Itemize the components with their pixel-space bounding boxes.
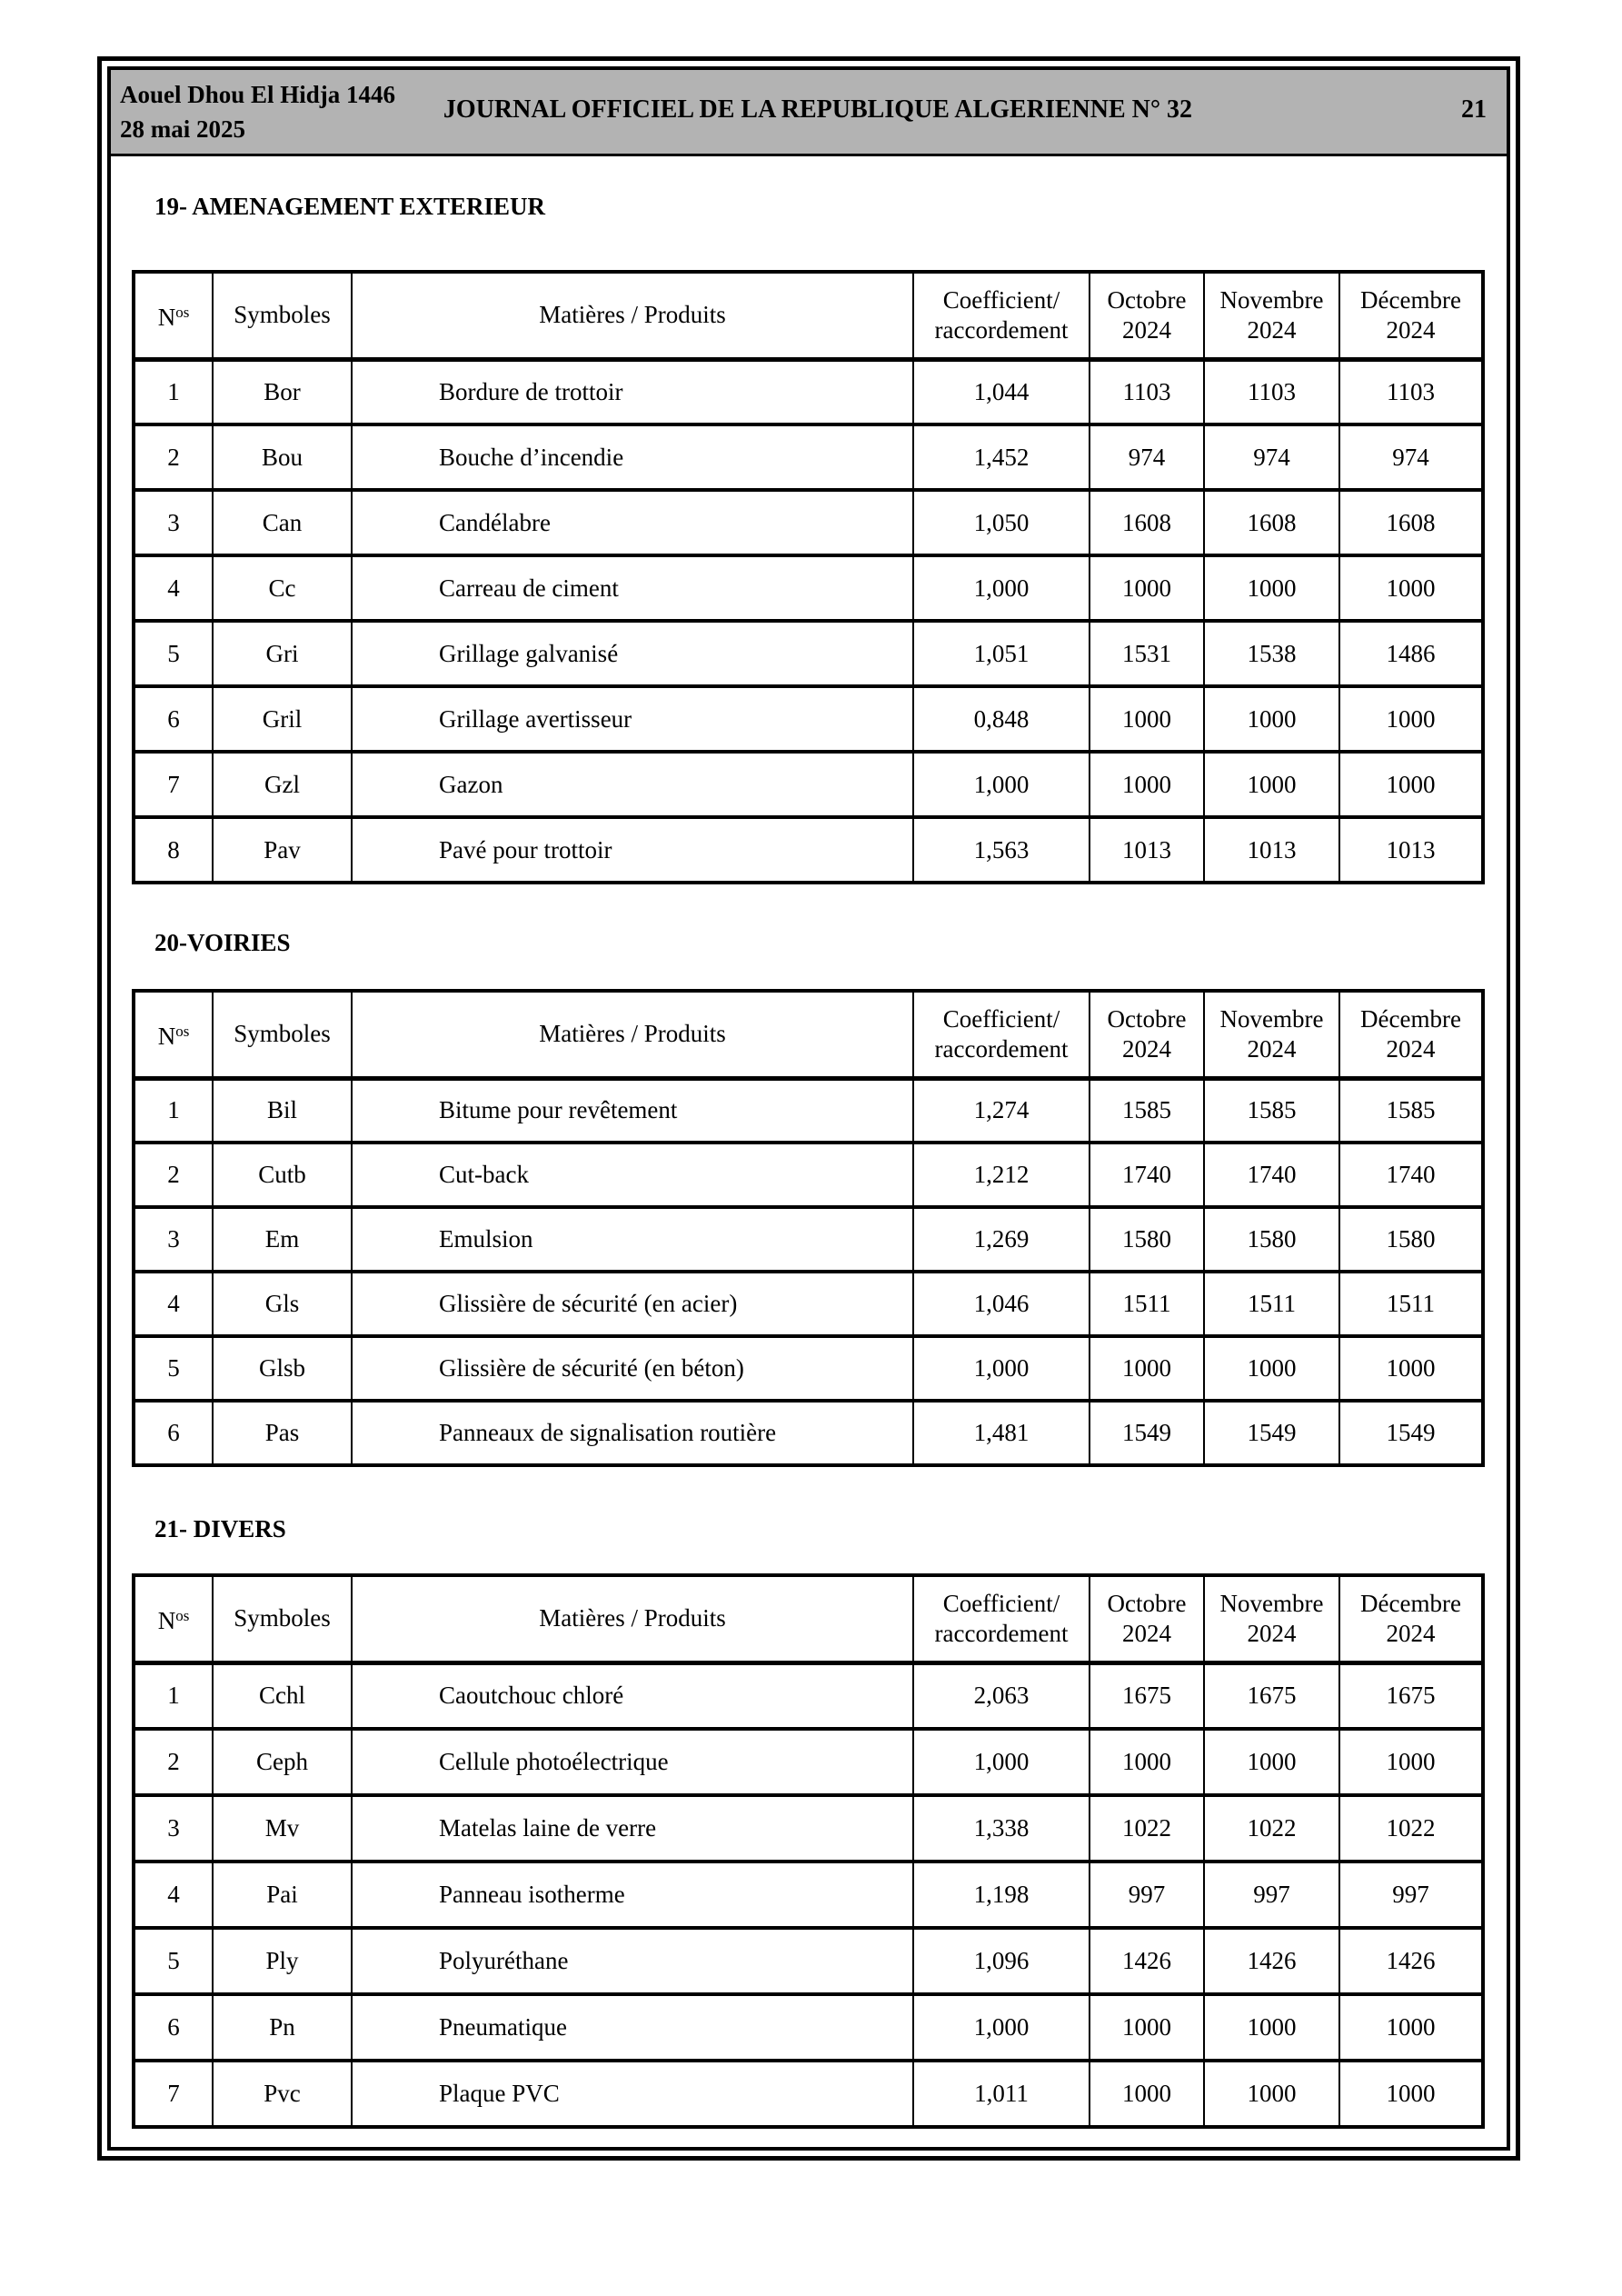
cell-number: 5 bbox=[134, 621, 213, 686]
cell-october-2024: 1000 bbox=[1090, 686, 1204, 752]
table-header-row bbox=[134, 272, 1483, 359]
cell-november-2024: 1580 bbox=[1204, 1207, 1339, 1272]
cell-number: 6 bbox=[134, 1994, 213, 2061]
cell-number: 4 bbox=[134, 1862, 213, 1928]
cell-product: Gazon bbox=[352, 752, 913, 817]
col-header-symbol bbox=[213, 272, 352, 359]
cell-december-2024: 1000 bbox=[1339, 1729, 1483, 1795]
cell-number: 5 bbox=[134, 1336, 213, 1401]
table-voiries bbox=[132, 989, 1485, 1467]
cell-december-2024: 1000 bbox=[1339, 2061, 1483, 2127]
cell-symbol: Pn bbox=[213, 1994, 352, 2061]
hijri-date: Aouel Dhou El Hidja 1446 bbox=[120, 81, 396, 108]
col-header-december bbox=[1339, 991, 1483, 1078]
col-header-coefficient bbox=[913, 991, 1090, 1078]
cell-symbol: Cutb bbox=[213, 1143, 352, 1207]
cell-number: 6 bbox=[134, 1401, 213, 1465]
cell-number: 2 bbox=[134, 1143, 213, 1207]
cell-number: 5 bbox=[134, 1928, 213, 1994]
cell-symbol: Em bbox=[213, 1207, 352, 1272]
table-row bbox=[134, 490, 1483, 555]
cell-product: Matelas laine de verre bbox=[352, 1795, 913, 1862]
cell-product: Pneumatique bbox=[352, 1994, 913, 2061]
col-header-november bbox=[1204, 272, 1339, 359]
cell-coefficient: 1,198 bbox=[913, 1862, 1090, 1928]
col-header-october bbox=[1090, 1575, 1204, 1662]
cell-november-2024: 1538 bbox=[1204, 621, 1339, 686]
cell-symbol: Gril bbox=[213, 686, 352, 752]
cell-october-2024: 1000 bbox=[1090, 2061, 1204, 2127]
cell-product: Grillage galvanisé bbox=[352, 621, 913, 686]
cell-symbol: Cchl bbox=[213, 1662, 352, 1729]
cell-november-2024: 1740 bbox=[1204, 1143, 1339, 1207]
cell-coefficient: 1,274 bbox=[913, 1078, 1090, 1143]
cell-november-2024: 1000 bbox=[1204, 555, 1339, 621]
col-header-oct-month: Octobre bbox=[1107, 1589, 1187, 1617]
col-header-product bbox=[352, 991, 913, 1078]
col-header-november bbox=[1204, 991, 1339, 1078]
cell-december-2024: 1426 bbox=[1339, 1928, 1483, 1994]
cell-product: Glissière de sécurité (en acier) bbox=[352, 1272, 913, 1336]
table-header-row bbox=[134, 1575, 1483, 1662]
cell-product: Grillage avertisseur bbox=[352, 686, 913, 752]
cell-coefficient: 1,096 bbox=[913, 1928, 1090, 1994]
cell-product: Bordure de trottoir bbox=[352, 359, 913, 424]
cell-october-2024: 974 bbox=[1090, 424, 1204, 490]
cell-product: Cut-back bbox=[352, 1143, 913, 1207]
col-header-number bbox=[134, 991, 213, 1078]
col-header-dec-month: Décembre bbox=[1360, 285, 1461, 314]
table-row bbox=[134, 817, 1483, 883]
cell-product: Polyuréthane bbox=[352, 1928, 913, 1994]
cell-december-2024: 1511 bbox=[1339, 1272, 1483, 1336]
col-header-november bbox=[1204, 1575, 1339, 1662]
cell-product: Bouche d’incendie bbox=[352, 424, 913, 490]
col-header-symbol-label: Symboles bbox=[234, 1604, 331, 1632]
cell-december-2024: 997 bbox=[1339, 1862, 1483, 1928]
cell-coefficient: 1,481 bbox=[913, 1401, 1090, 1465]
cell-december-2024: 1103 bbox=[1339, 359, 1483, 424]
cell-october-2024: 1675 bbox=[1090, 1662, 1204, 1729]
col-header-symbol-label: Symboles bbox=[234, 301, 331, 329]
col-header-dec-month: Décembre bbox=[1360, 1004, 1461, 1033]
cell-product: Glissière de sécurité (en béton) bbox=[352, 1336, 913, 1401]
cell-number: 1 bbox=[134, 359, 213, 424]
col-header-number-label: N bbox=[157, 304, 176, 332]
col-header-symbol bbox=[213, 1575, 352, 1662]
cell-december-2024: 1000 bbox=[1339, 1336, 1483, 1401]
cell-coefficient: 1,212 bbox=[913, 1143, 1090, 1207]
table-row bbox=[134, 1729, 1483, 1795]
cell-product: Panneaux de signalisation routière bbox=[352, 1401, 913, 1465]
cell-number: 4 bbox=[134, 555, 213, 621]
table-row bbox=[134, 1662, 1483, 1729]
cell-number: 1 bbox=[134, 1078, 213, 1143]
cell-coefficient: 1,000 bbox=[913, 1994, 1090, 2061]
cell-december-2024: 1585 bbox=[1339, 1078, 1483, 1143]
cell-symbol: Gzl bbox=[213, 752, 352, 817]
cell-symbol: Cc bbox=[213, 555, 352, 621]
cell-october-2024: 1013 bbox=[1090, 817, 1204, 883]
table-row bbox=[134, 1928, 1483, 1994]
cell-october-2024: 1000 bbox=[1090, 1994, 1204, 2061]
cell-symbol: Pas bbox=[213, 1401, 352, 1465]
col-header-coefficient bbox=[913, 1575, 1090, 1662]
cell-december-2024: 1549 bbox=[1339, 1401, 1483, 1465]
cell-coefficient: 1,044 bbox=[913, 359, 1090, 424]
cell-december-2024: 1608 bbox=[1339, 490, 1483, 555]
col-header-product bbox=[352, 272, 913, 359]
cell-october-2024: 1022 bbox=[1090, 1795, 1204, 1862]
cell-december-2024: 1000 bbox=[1339, 752, 1483, 817]
table-row bbox=[134, 1994, 1483, 2061]
cell-number: 4 bbox=[134, 1272, 213, 1336]
col-header-number-sup: os bbox=[175, 1607, 190, 1625]
col-header-october bbox=[1090, 991, 1204, 1078]
cell-october-2024: 1103 bbox=[1090, 359, 1204, 424]
col-header-dec-year: 2024 bbox=[1386, 1619, 1436, 1647]
cell-coefficient: 1,011 bbox=[913, 2061, 1090, 2127]
cell-coefficient: 1,000 bbox=[913, 752, 1090, 817]
cell-number: 2 bbox=[134, 424, 213, 490]
cell-december-2024: 1022 bbox=[1339, 1795, 1483, 1862]
table-row bbox=[134, 1862, 1483, 1928]
col-header-nov-year: 2024 bbox=[1247, 315, 1297, 344]
cell-symbol: Glsb bbox=[213, 1336, 352, 1401]
cell-product: Bitume pour revêtement bbox=[352, 1078, 913, 1143]
cell-symbol: Gri bbox=[213, 621, 352, 686]
col-header-coef-line1: Coefficient/ bbox=[942, 1589, 1060, 1617]
cell-coefficient: 1,000 bbox=[913, 1729, 1090, 1795]
col-header-product bbox=[352, 1575, 913, 1662]
cell-november-2024: 1511 bbox=[1204, 1272, 1339, 1336]
cell-november-2024: 1000 bbox=[1204, 1336, 1339, 1401]
cell-coefficient: 1,563 bbox=[913, 817, 1090, 883]
col-header-nov-month: Novembre bbox=[1219, 1589, 1324, 1617]
cell-october-2024: 1608 bbox=[1090, 490, 1204, 555]
cell-december-2024: 1000 bbox=[1339, 686, 1483, 752]
cell-symbol: Ply bbox=[213, 1928, 352, 1994]
col-header-dec-year: 2024 bbox=[1386, 315, 1436, 344]
cell-december-2024: 1486 bbox=[1339, 621, 1483, 686]
cell-number: 7 bbox=[134, 752, 213, 817]
page-number: 21 bbox=[1461, 95, 1487, 124]
table-row bbox=[134, 752, 1483, 817]
cell-november-2024: 1000 bbox=[1204, 686, 1339, 752]
cell-november-2024: 1013 bbox=[1204, 817, 1339, 883]
col-header-coef-line2: raccordement bbox=[934, 1619, 1069, 1647]
cell-october-2024: 1000 bbox=[1090, 1336, 1204, 1401]
cell-november-2024: 1608 bbox=[1204, 490, 1339, 555]
cell-symbol: Bor bbox=[213, 359, 352, 424]
col-header-symbol bbox=[213, 991, 352, 1078]
cell-october-2024: 1000 bbox=[1090, 1729, 1204, 1795]
cell-symbol: Pvc bbox=[213, 2061, 352, 2127]
cell-symbol: Mv bbox=[213, 1795, 352, 1862]
cell-october-2024: 1580 bbox=[1090, 1207, 1204, 1272]
col-header-nov-year: 2024 bbox=[1247, 1619, 1297, 1647]
gregorian-date: 28 mai 2025 bbox=[120, 115, 245, 143]
cell-november-2024: 1000 bbox=[1204, 1994, 1339, 2061]
table-row bbox=[134, 1795, 1483, 1862]
section-title-divers: 21- DIVERS bbox=[154, 1515, 286, 1542]
cell-symbol: Ceph bbox=[213, 1729, 352, 1795]
col-header-number-label: N bbox=[157, 1607, 176, 1635]
cell-october-2024: 1740 bbox=[1090, 1143, 1204, 1207]
table-row bbox=[134, 1207, 1483, 1272]
journal-header bbox=[111, 70, 1507, 156]
cell-october-2024: 1549 bbox=[1090, 1401, 1204, 1465]
cell-product: Pavé pour trottoir bbox=[352, 817, 913, 883]
cell-product: Panneau isotherme bbox=[352, 1862, 913, 1928]
cell-product: Plaque PVC bbox=[352, 2061, 913, 2127]
cell-symbol: Pai bbox=[213, 1862, 352, 1928]
col-header-december bbox=[1339, 1575, 1483, 1662]
cell-number: 7 bbox=[134, 2061, 213, 2127]
col-header-symbol-label: Symboles bbox=[234, 1020, 331, 1048]
cell-product: Candélabre bbox=[352, 490, 913, 555]
cell-october-2024: 1585 bbox=[1090, 1078, 1204, 1143]
table-row bbox=[134, 1078, 1483, 1143]
table-amenagement-exterieur bbox=[132, 270, 1485, 884]
cell-december-2024: 1000 bbox=[1339, 1994, 1483, 2061]
cell-december-2024: 1580 bbox=[1339, 1207, 1483, 1272]
table-header-row bbox=[134, 991, 1483, 1078]
col-header-coef-line1: Coefficient/ bbox=[942, 285, 1060, 314]
cell-product: Caoutchouc chloré bbox=[352, 1662, 913, 1729]
col-header-nov-month: Novembre bbox=[1219, 285, 1324, 314]
cell-number: 1 bbox=[134, 1662, 213, 1729]
journal-title: JOURNAL OFFICIEL DE LA REPUBLIQUE ALGERIENNE N° 32 bbox=[443, 95, 1193, 124]
cell-december-2024: 1013 bbox=[1339, 817, 1483, 883]
cell-symbol: Gls bbox=[213, 1272, 352, 1336]
cell-coefficient: 2,063 bbox=[913, 1662, 1090, 1729]
col-header-oct-year: 2024 bbox=[1122, 1619, 1171, 1647]
col-header-coef-line2: raccordement bbox=[934, 1034, 1069, 1063]
cell-october-2024: 1000 bbox=[1090, 752, 1204, 817]
cell-symbol: Pav bbox=[213, 817, 352, 883]
cell-coefficient: 1,338 bbox=[913, 1795, 1090, 1862]
cell-november-2024: 1000 bbox=[1204, 752, 1339, 817]
col-header-coef-line1: Coefficient/ bbox=[942, 1004, 1060, 1033]
cell-november-2024: 1585 bbox=[1204, 1078, 1339, 1143]
col-header-oct-year: 2024 bbox=[1122, 1034, 1171, 1063]
cell-october-2024: 1531 bbox=[1090, 621, 1204, 686]
cell-number: 3 bbox=[134, 1795, 213, 1862]
table-row bbox=[134, 686, 1483, 752]
col-header-nov-month: Novembre bbox=[1219, 1004, 1324, 1033]
col-header-december bbox=[1339, 272, 1483, 359]
cell-november-2024: 1549 bbox=[1204, 1401, 1339, 1465]
col-header-oct-year: 2024 bbox=[1122, 315, 1171, 344]
cell-december-2024: 974 bbox=[1339, 424, 1483, 490]
cell-product: Emulsion bbox=[352, 1207, 913, 1272]
cell-october-2024: 1000 bbox=[1090, 555, 1204, 621]
cell-october-2024: 1511 bbox=[1090, 1272, 1204, 1336]
col-header-coefficient bbox=[913, 272, 1090, 359]
col-header-product-label: Matières / Produits bbox=[539, 1604, 726, 1632]
cell-december-2024: 1740 bbox=[1339, 1143, 1483, 1207]
col-header-nov-year: 2024 bbox=[1247, 1034, 1297, 1063]
cell-november-2024: 997 bbox=[1204, 1862, 1339, 1928]
cell-november-2024: 974 bbox=[1204, 424, 1339, 490]
cell-number: 3 bbox=[134, 1207, 213, 1272]
cell-coefficient: 1,000 bbox=[913, 555, 1090, 621]
section-title-amenagement-exterieur: 19- AMENAGEMENT EXTERIEUR bbox=[154, 193, 546, 220]
cell-december-2024: 1000 bbox=[1339, 555, 1483, 621]
cell-november-2024: 1103 bbox=[1204, 359, 1339, 424]
col-header-dec-month: Décembre bbox=[1360, 1589, 1461, 1617]
col-header-coef-line2: raccordement bbox=[934, 315, 1069, 344]
cell-november-2024: 1000 bbox=[1204, 1729, 1339, 1795]
table-row bbox=[134, 424, 1483, 490]
cell-coefficient: 1,000 bbox=[913, 1336, 1090, 1401]
cell-number: 3 bbox=[134, 490, 213, 555]
table-row bbox=[134, 621, 1483, 686]
cell-symbol: Can bbox=[213, 490, 352, 555]
col-header-number-sup: os bbox=[175, 1023, 190, 1041]
cell-november-2024: 1675 bbox=[1204, 1662, 1339, 1729]
cell-coefficient: 0,848 bbox=[913, 686, 1090, 752]
cell-november-2024: 1000 bbox=[1204, 2061, 1339, 2127]
col-header-dec-year: 2024 bbox=[1386, 1034, 1436, 1063]
cell-symbol: Bil bbox=[213, 1078, 352, 1143]
col-header-number bbox=[134, 1575, 213, 1662]
cell-number: 8 bbox=[134, 817, 213, 883]
col-header-october bbox=[1090, 272, 1204, 359]
cell-november-2024: 1426 bbox=[1204, 1928, 1339, 1994]
table-row bbox=[134, 1272, 1483, 1336]
cell-october-2024: 1426 bbox=[1090, 1928, 1204, 1994]
cell-number: 6 bbox=[134, 686, 213, 752]
cell-october-2024: 997 bbox=[1090, 1862, 1204, 1928]
table-row bbox=[134, 359, 1483, 424]
cell-coefficient: 1,051 bbox=[913, 621, 1090, 686]
col-header-product-label: Matières / Produits bbox=[539, 1020, 726, 1048]
col-header-oct-month: Octobre bbox=[1107, 285, 1187, 314]
cell-december-2024: 1675 bbox=[1339, 1662, 1483, 1729]
cell-coefficient: 1,050 bbox=[913, 490, 1090, 555]
cell-product: Carreau de ciment bbox=[352, 555, 913, 621]
section-title-voiries: 20-VOIRIES bbox=[154, 929, 291, 956]
col-header-oct-month: Octobre bbox=[1107, 1004, 1187, 1033]
col-header-number-label: N bbox=[157, 1023, 176, 1051]
table-divers bbox=[132, 1573, 1485, 2129]
cell-november-2024: 1022 bbox=[1204, 1795, 1339, 1862]
cell-symbol: Bou bbox=[213, 424, 352, 490]
cell-coefficient: 1,269 bbox=[913, 1207, 1090, 1272]
cell-product: Cellule photoélectrique bbox=[352, 1729, 913, 1795]
col-header-product-label: Matières / Produits bbox=[539, 301, 726, 329]
table-row bbox=[134, 555, 1483, 621]
col-header-number bbox=[134, 272, 213, 359]
table-row bbox=[134, 1143, 1483, 1207]
table-row bbox=[134, 1336, 1483, 1401]
table-row bbox=[134, 1401, 1483, 1465]
col-header-number-sup: os bbox=[175, 304, 190, 322]
cell-coefficient: 1,046 bbox=[913, 1272, 1090, 1336]
cell-coefficient: 1,452 bbox=[913, 424, 1090, 490]
table-row bbox=[134, 2061, 1483, 2127]
cell-number: 2 bbox=[134, 1729, 213, 1795]
